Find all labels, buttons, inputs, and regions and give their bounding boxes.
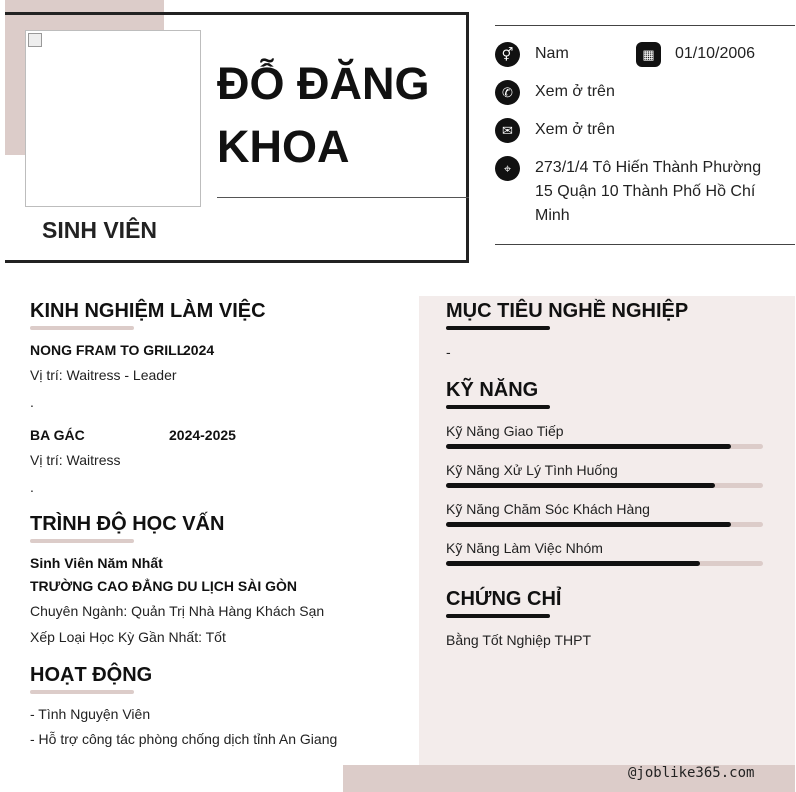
profile-photo xyxy=(25,30,201,207)
gender-value: Nam xyxy=(535,45,569,62)
broken-image-icon xyxy=(28,33,42,47)
activity-item: - Hỗ trợ công tác phòng chống dịch tỉnh An Giang xyxy=(30,731,338,747)
name-line-2: KHOA xyxy=(217,121,350,172)
education-level: Sinh Viên Năm Nhất xyxy=(30,555,163,571)
info-divider-top xyxy=(495,25,795,26)
experience-note: . xyxy=(30,479,34,495)
address-line: Minh xyxy=(535,207,570,224)
skill-name: Kỹ Năng Xử Lý Tình Huống xyxy=(446,462,618,478)
skill-bar-fill xyxy=(446,444,731,449)
education-school: TRƯỜNG CAO ĐẲNG DU LỊCH SÀI GÒN xyxy=(30,578,297,594)
experience-period: 2024-2025 xyxy=(169,427,236,443)
experience-company: BA GÁC xyxy=(30,427,85,443)
section-title-skills: KỸ NĂNG xyxy=(446,379,539,401)
skill-name: Kỹ Năng Làm Việc Nhóm xyxy=(446,540,603,556)
section-underline xyxy=(446,405,550,409)
email-icon: ✉ xyxy=(495,118,520,143)
experience-period: 2024 xyxy=(183,342,215,358)
section-underline xyxy=(30,690,134,694)
section-title-experience: KINH NGHIỆM LÀM VIỆC xyxy=(30,300,266,322)
experience-note: . xyxy=(30,394,34,410)
name-line-1: ĐỖ ĐĂNG xyxy=(217,58,430,109)
section-title-activities: HOẠT ĐỘNG xyxy=(30,664,153,686)
education-major: Chuyên Ngành: Quản Trị Nhà Hàng Khách Sạn xyxy=(30,603,325,619)
job-title: SINH VIÊN xyxy=(42,217,158,243)
calendar-icon: ▦ xyxy=(636,42,661,67)
activity-item: - Tình Nguyện Viên xyxy=(30,706,151,722)
name-divider xyxy=(217,197,469,198)
objective-text: - xyxy=(446,344,451,360)
email-value: Xem ở trên xyxy=(535,121,615,138)
skill-bar xyxy=(446,444,763,449)
right-panel xyxy=(419,296,795,766)
dob-value: 01/10/2006 xyxy=(675,45,756,62)
section-title-education: TRÌNH ĐỘ HỌC VẤN xyxy=(30,513,225,535)
info-divider-bottom xyxy=(495,244,795,245)
location-pin-icon: ⌖ xyxy=(495,156,520,181)
address-value xyxy=(535,156,785,228)
gender-icon: ⚥ xyxy=(495,42,520,67)
section-title-certificates: CHỨNG CHỈ xyxy=(446,588,562,610)
section-underline xyxy=(446,614,550,618)
address-line: 15 Quận 10 Thành Phố Hồ Chí xyxy=(535,183,756,200)
skill-bar xyxy=(446,483,763,488)
section-underline xyxy=(30,326,134,330)
skill-bar xyxy=(446,561,763,566)
experience-position: Vị trí: Waitress - Leader xyxy=(30,367,177,383)
certificate-item: Bằng Tốt Nghiệp THPT xyxy=(446,632,592,648)
section-underline xyxy=(446,326,550,330)
watermark: @joblike365.com xyxy=(628,765,755,781)
address-line: 273/1/4 Tô Hiến Thành Phường xyxy=(535,159,762,176)
section-underline xyxy=(30,539,134,543)
skill-name: Kỹ Năng Chăm Sóc Khách Hàng xyxy=(446,501,650,517)
experience-company: NONG FRAM TO GRILL xyxy=(30,342,186,358)
education-rank: Xếp Loại Học Kỳ Gần Nhất: Tốt xyxy=(30,629,226,645)
full-name xyxy=(217,52,457,178)
skill-bar-fill xyxy=(446,522,731,527)
phone-value: Xem ở trên xyxy=(535,83,615,100)
skill-bar-fill xyxy=(446,561,700,566)
phone-icon: ✆ xyxy=(495,80,520,105)
skill-name: Kỹ Năng Giao Tiếp xyxy=(446,423,564,439)
skill-bar-fill xyxy=(446,483,715,488)
section-title-objective: MỤC TIÊU NGHỀ NGHIỆP xyxy=(446,300,689,322)
experience-position: Vị trí: Waitress xyxy=(30,452,121,468)
skill-bar xyxy=(446,522,763,527)
